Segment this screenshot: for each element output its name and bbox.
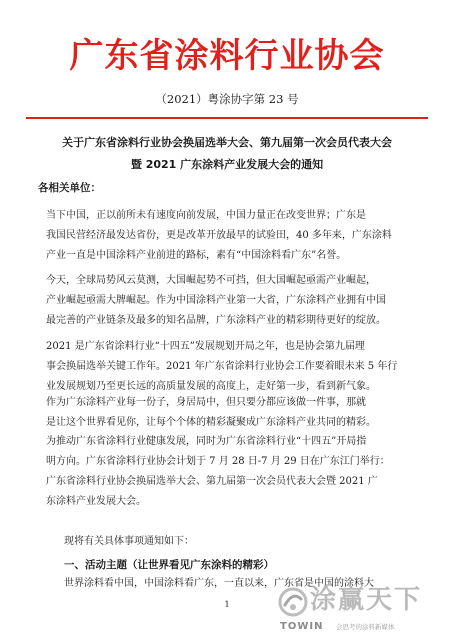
watermark-brand-cn: 涂赢天下	[310, 585, 423, 615]
watermark-slogan: 会思考的涂料新媒体	[336, 623, 395, 631]
text-line: 东涂料产业发展大会。	[46, 496, 146, 507]
organization-title: 广东省涂料行业协会	[69, 36, 385, 76]
text-line: 世界涂料看中国，中国涂料看广东，一直以来，广东省是中国的涂料大	[64, 578, 374, 589]
text-line: 我国民营经济最发达省份，更是改革开放最早的试验田，40 多年来，广东涂料	[46, 230, 392, 241]
text-line: 产业一直是中国涂料产业前进的路标，素有“中国涂料看广东”名誉。	[46, 250, 347, 261]
page-number: 1	[224, 600, 230, 609]
text-line: 现将有关具体事项通知如下：	[64, 536, 194, 547]
notice-title-line-2: 暨 2021 广东涂料产业发展大会的通知	[130, 158, 324, 171]
watermark-brand-en: TOWIN	[280, 621, 324, 632]
paragraph-3	[46, 337, 397, 397]
document-number: （2021）粤涂协字第 23 号	[155, 92, 299, 106]
section-heading-1: 一、活动主题（让世界看见广东涂料的精彩）	[64, 559, 274, 571]
text-line: 作为广东涂料产业每一份子，身居局中，但只要分都应该做一件事，那就	[46, 397, 366, 408]
paragraph-4	[46, 393, 376, 433]
text-line: 2021 是广东省涂料行业“十四五”发展规划开局之年，也是协会第九届理	[46, 341, 365, 352]
paragraph-5	[46, 432, 390, 512]
red-divider-line	[26, 117, 428, 119]
text-line: 是让这个世界看见你，让每个个体的精彩凝聚成广东涂料产业共同的精彩。	[46, 417, 376, 428]
text-line: 业发展规划乃至更长远的高质量发展的高度上，走好第一步，看到新气象。	[46, 381, 376, 392]
paragraph-2	[46, 271, 386, 331]
watermark	[276, 583, 446, 637]
text-line: 最完善的产业链条及最多的知名品牌，广东涂料产业的精彩期待更好的绽放。	[46, 315, 386, 326]
text-line: 为推动广东省涂料行业健康发展，同时为广东省涂料行业“十四五”开局指	[46, 436, 367, 447]
text-line: 广东省涂料行业协会换届选举大会、第九届第一次会员代表大会暨 2021 广	[46, 476, 378, 487]
text-line: 明方向。广东省涂料行业协会计划于 7 月 28 日-7 月 29 日在广东江门举行：	[46, 456, 390, 467]
paragraph-1	[46, 206, 392, 266]
text-line: 产业崛起亟需大牌崛起。作为中国涂料产业第一大省，广东涂料产业拥有中国	[46, 295, 386, 306]
notice-title-line-1: 关于广东省涂料行业协会换届选举大会、第九届第一次会员代表大会	[62, 136, 392, 149]
brand-logo-icon	[276, 585, 310, 619]
text-line: 事会换届选举关键工作年。2021 年广东省涂料行业协会工作要着眼未来 5 年行	[46, 361, 398, 372]
salutation: 各相关单位：	[38, 182, 101, 194]
paragraph-6	[64, 532, 194, 552]
text-line: 今天，全球局势风云莫测，大国崛起势不可挡，但大国崛起亟需产业崛起，	[46, 275, 376, 286]
text-line: 当下中国，正以前所未有速度向前发展，中国力量正在改变世界；广东是	[46, 210, 366, 221]
